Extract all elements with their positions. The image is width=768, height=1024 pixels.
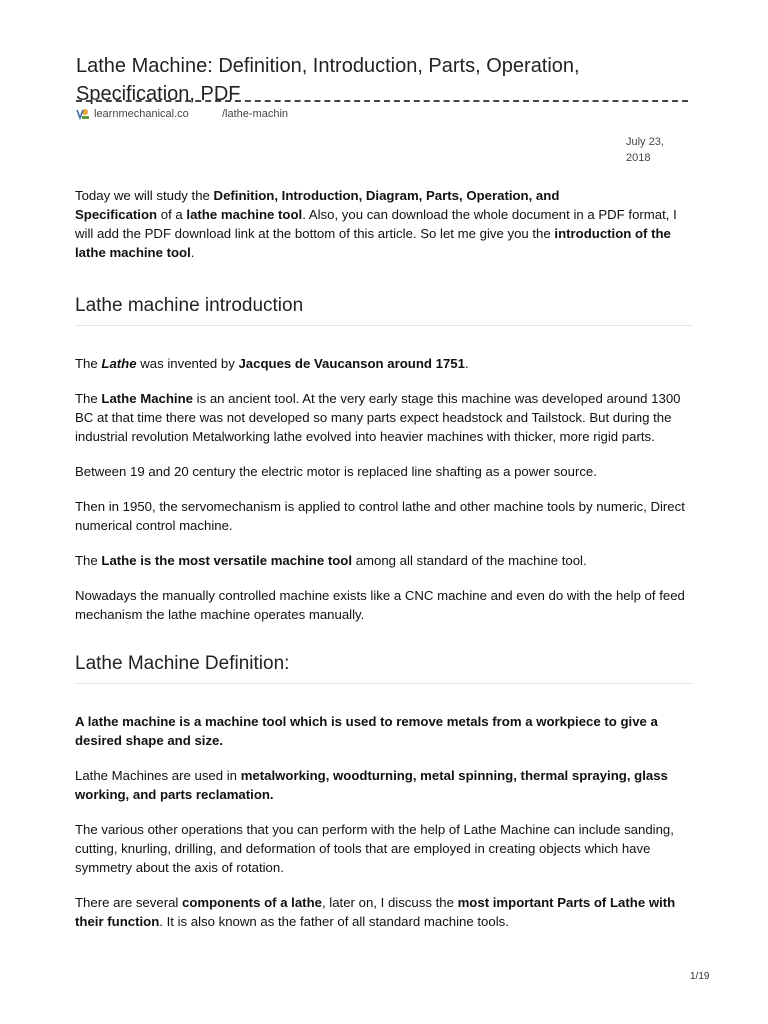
paragraph-uses: Lathe Machines are used in metalworking, woodturning, metal spinning, thermal spraying, glass working, and parts reclamation. [75, 768, 668, 802]
source-line [76, 108, 289, 120]
paragraph-cnc: Nowadays the manually controlled machine exists like a CNC machine and even do with the help of feed mechanism the lathe machine operates manually. [75, 588, 685, 622]
page-number: 1/19 [690, 971, 710, 982]
paragraph-electric-motor: Between 19 and 20 century the electric motor is replaced line shafting as a power source. [75, 464, 597, 479]
date-line-1: July 23, [626, 136, 664, 148]
paragraph-components: There are several components of a lathe, later on, I discuss the most important Parts of Lathe with their function. It is also known as the father of all standard machine tools. [75, 895, 676, 929]
article-body [75, 186, 693, 931]
paragraph-operations: The various other operations that you can perform with the help of Lathe Machine can include sanding, cutting, knurling, drilling, and deformation of tools that are employed in creating objects which have symmetry about the axis of rotation. [75, 822, 674, 875]
paragraph-versatile: The Lathe is the most versatile machine tool among all standard of the machine tool. [75, 553, 587, 568]
intro-paragraph-1: Today we will study the Definition, Introduction, Diagram, Parts, Operation, and [75, 188, 560, 203]
source-path[interactable]: /lathe-machin [222, 108, 289, 120]
date-line-2: 2018 [626, 152, 651, 164]
section-heading-definition: Lathe Machine Definition: [75, 651, 693, 684]
paragraph-definition: A lathe machine is a machine tool which is used to remove metals from a workpiece to give a desired shape and size. [75, 714, 658, 748]
source-domain[interactable]: learnmechanical.co [94, 108, 189, 120]
paragraph-history: The Lathe Machine is an ancient tool. At the very early stage this machine was developed around 1300 BC at that time there was not developed so many parts expect headstock and Tailstock. But during the industrial revolution Metalworking lathe evolved into heavier machines with thicker, more rigid parts. [75, 391, 681, 444]
paragraph-servomechanism: Then in 1950, the servomechanism is applied to control lathe and other machine tools by numeric, Direct numerical control machine. [75, 499, 685, 533]
publish-date [626, 134, 686, 166]
paragraph-inventor: The Lathe was invented by Jacques de Vaucanson around 1751. [75, 356, 469, 371]
site-logo-icon [76, 108, 90, 120]
title-dashed-underline [76, 100, 688, 102]
intro-paragraph-2: Specification of a lathe machine tool. Also, you can download the whole document in a PDF format, I will add the PDF download link at the bottom of this article. So let me give you the introduction of the lathe machine tool. [75, 207, 677, 260]
page-title: Lathe Machine: Definition, Introduction, Parts, Operation, Specification, PDF [76, 55, 580, 105]
section-heading-introduction: Lathe machine introduction [75, 293, 693, 326]
